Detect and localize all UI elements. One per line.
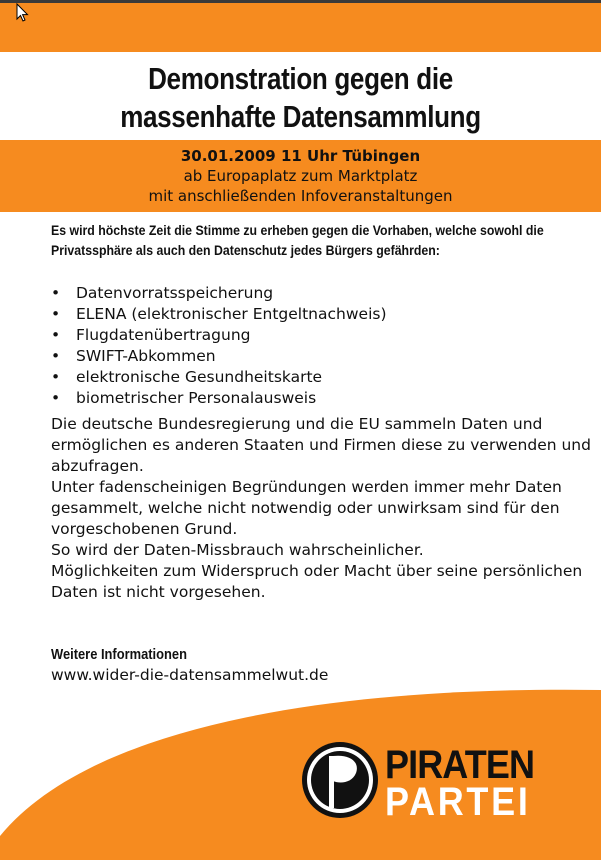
list-item: • ELENA (elektronischer Entgeltnachweis) <box>51 304 387 325</box>
paragraph-1: Die deutsche Bundesregierung und die EU sammeln Daten und ermöglichen es anderen Staaten und Firmen diese zu verwenden und abzufragen. <box>51 415 591 475</box>
intro-text: Es wird höchste Zeit die Stimme zu erheben gegen die Vorhaben, welche sowohl die Privatssphäre als auch den Datenschutz jedes Bürgers gefährden: <box>51 222 544 258</box>
list-item: • Flugdatenübertragung <box>51 325 387 346</box>
list-item: • biometrischer Personalausweis <box>51 388 387 409</box>
more-info-heading: Weitere Informationen <box>51 646 187 663</box>
logo-word-partei: PARTEI <box>385 780 531 824</box>
top-border-line <box>0 0 601 3</box>
mouse-pointer-icon <box>16 3 30 23</box>
date-band <box>0 140 601 212</box>
paragraph-4: Möglichkeiten zum Widerspruch oder Macht über seine persönlichen Daten ist nicht vorgesehen. <box>51 562 583 601</box>
top-orange-band <box>0 0 601 52</box>
route-line: ab Europaplatz zum Marktplatz <box>183 167 418 185</box>
paragraph-3: So wird der Daten-Missbrauch wahrscheinlicher. <box>51 541 424 559</box>
paragraph-2: Unter fadenscheinigen Begründungen werden immer mehr Daten gesammelt, welche nicht notwendig oder unwirksam sind für den vorgeschobenen Grund. <box>51 478 562 538</box>
list-item: • SWIFT-Abkommen <box>51 346 387 367</box>
logo-word-piraten: PIRATEN <box>385 743 535 787</box>
title-line-2: massenhafte Datensammlung <box>120 99 481 134</box>
concerns-list <box>51 283 387 409</box>
list-item: • elektronische Gesundheitskarte <box>51 367 387 388</box>
title-line-1: Demonstration gegen die <box>148 61 453 96</box>
date-line: 30.01.2009 11 Uhr Tübingen <box>180 147 421 165</box>
more-info-url[interactable]: www.wider-die-datensammelwut.de <box>51 666 329 684</box>
pirate-flag-logo-icon <box>300 740 380 820</box>
list-item: • Datenvorratsspeicherung <box>51 283 387 304</box>
flyer-title <box>48 60 553 136</box>
events-line: mit anschließenden Infoveranstaltungen <box>148 187 453 205</box>
body-text <box>51 414 591 603</box>
